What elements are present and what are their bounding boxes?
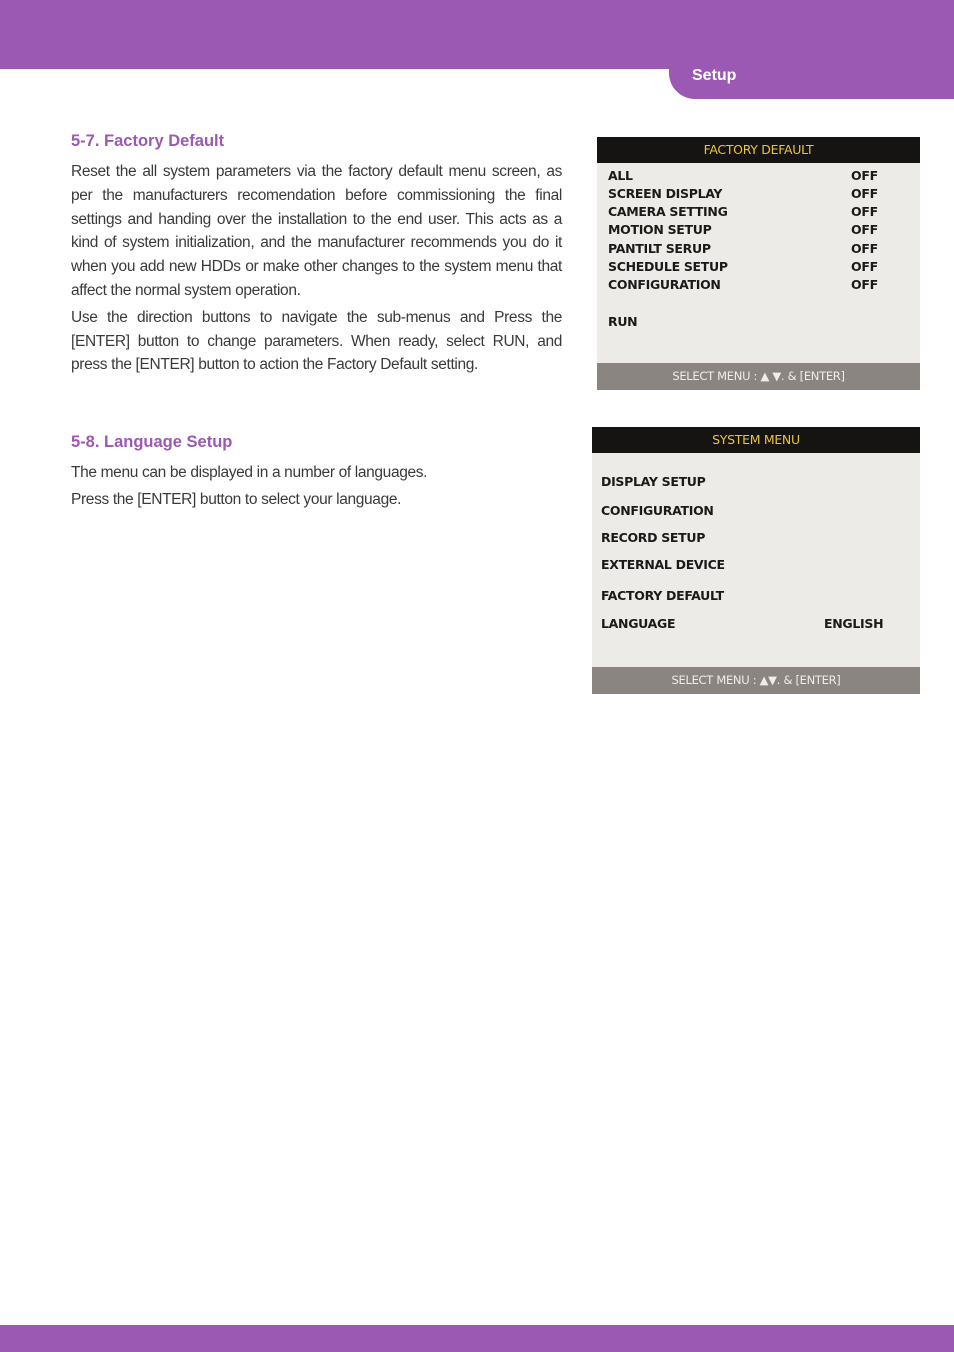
menu-item: LANGUAGE <box>601 616 676 631</box>
menu-item: FACTORY DEFAULT <box>601 588 724 603</box>
factory-default-section <box>71 131 562 380</box>
menu-title: SYSTEM MENU <box>592 427 920 453</box>
paragraph: Reset the all system parameters via the factory default menu screen, as per the manufacturers recomendation before commissioning the final settings and handing over the installation to the end user. This acts as a kind of system initialization, and the manufacturer recommends you do it when you add new HDDs or make other changes to the system menu that affect the normal system operation. <box>71 163 562 299</box>
menu-item-value: OFF <box>851 222 878 237</box>
paragraph: Press the [ENTER] button to select your language. <box>71 490 402 508</box>
menu-footer-hint: SELECT MENU : ▲ ▼. & [ENTER] <box>597 363 920 390</box>
menu-item: RECORD SETUP <box>601 530 706 545</box>
menu-title: FACTORY DEFAULT <box>597 137 920 163</box>
menu-item: EXTERNAL DEVICE <box>601 557 725 572</box>
footer-band <box>0 1325 954 1352</box>
language-setup-section <box>71 432 562 515</box>
menu-run-item: RUN <box>608 314 638 329</box>
language-value: ENGLISH <box>824 616 884 631</box>
menu-item: CAMERA SETTING <box>608 204 728 219</box>
menu-item: DISPLAY SETUP <box>601 474 706 489</box>
menu-item: ALL <box>608 168 633 183</box>
menu-item-value: OFF <box>851 186 878 201</box>
menu-item: SCHEDULE SETUP <box>608 259 728 274</box>
menu-item: PANTILT SERUP <box>608 241 711 256</box>
menu-item: CONFIGURATION <box>608 277 721 292</box>
menu-item: SCREEN DISPLAY <box>608 186 723 201</box>
menu-item-value: OFF <box>851 168 878 183</box>
section-heading: 5-8. Language Setup <box>71 433 233 451</box>
menu-item-value: OFF <box>851 259 878 274</box>
system-menu-screenshot <box>592 427 920 694</box>
menu-footer-hint: SELECT MENU : ▲▼. & [ENTER] <box>592 667 920 694</box>
paragraph: Use the direction buttons to navigate the sub-menus and Press the [ENTER] button to change parameters. When ready, select RUN, and press the [ENTER] button to action the Factory Default setting. <box>71 308 562 374</box>
menu-item: CONFIGURATION <box>601 503 714 518</box>
section-tab-label: Setup <box>692 67 737 84</box>
menu-item: MOTION SETUP <box>608 222 712 237</box>
menu-item-value: OFF <box>851 241 878 256</box>
menu-item-value: OFF <box>851 277 878 292</box>
factory-default-menu-screenshot <box>597 137 920 390</box>
section-heading: 5-7. Factory Default <box>71 132 225 150</box>
header-band <box>0 0 954 69</box>
paragraph: The menu can be displayed in a number of languages. <box>71 464 428 481</box>
menu-item-value: OFF <box>851 204 878 219</box>
